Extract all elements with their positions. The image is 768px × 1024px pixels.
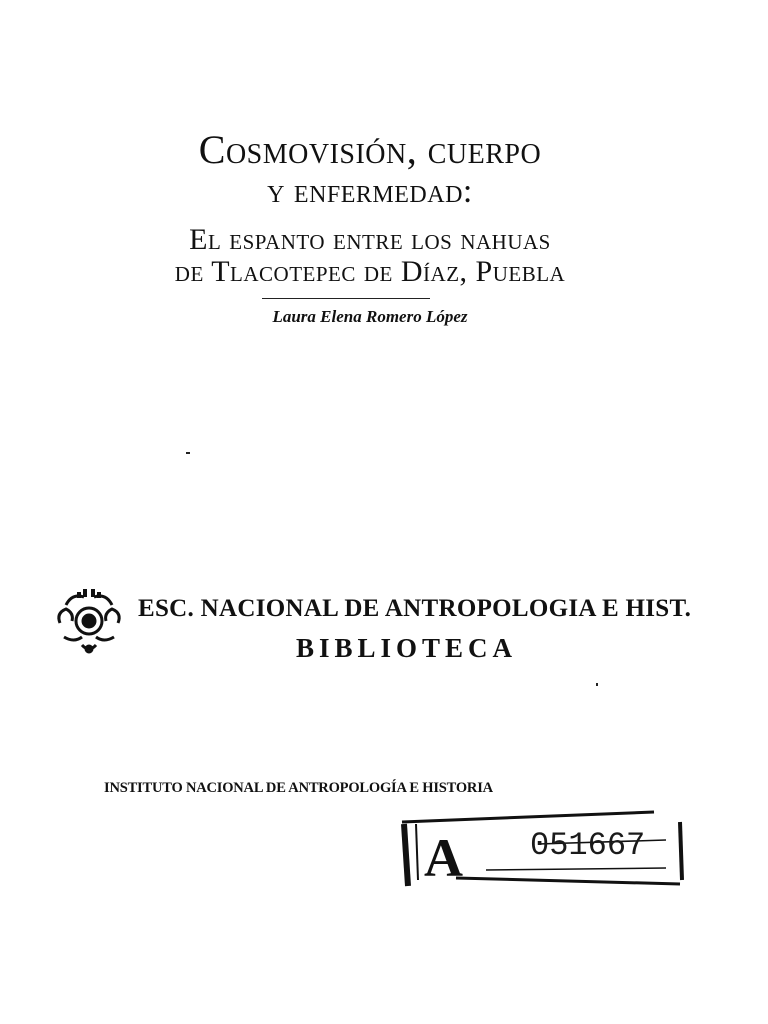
library-stamp-label: BIBLIOTECA bbox=[296, 633, 518, 663]
book-subtitle-line-1: El espanto entre los nahuas bbox=[189, 223, 551, 256]
title-divider bbox=[262, 298, 430, 299]
aztec-glyph-icon bbox=[52, 585, 126, 655]
book-subtitle-line-2: de Tlacotepec de Díaz, Puebla bbox=[174, 255, 566, 288]
accession-number: 051667 bbox=[530, 827, 646, 864]
book-title-line-1: Cosmovisión, cuerpo bbox=[198, 127, 542, 172]
accession-stamp-letter: A bbox=[424, 828, 463, 888]
ink-speck bbox=[186, 452, 190, 454]
publisher-name: INSTITUTO NACIONAL DE ANTROPOLOGÍA E HISTORIA bbox=[104, 780, 493, 796]
ink-speck bbox=[596, 683, 598, 686]
author-name: Laura Elena Romero López bbox=[272, 307, 468, 326]
book-title-line-2: y enfermedad: bbox=[267, 173, 473, 210]
library-stamp-name: ESC. NACIONAL DE ANTROPOLOGIA E HIST. bbox=[138, 595, 692, 622]
